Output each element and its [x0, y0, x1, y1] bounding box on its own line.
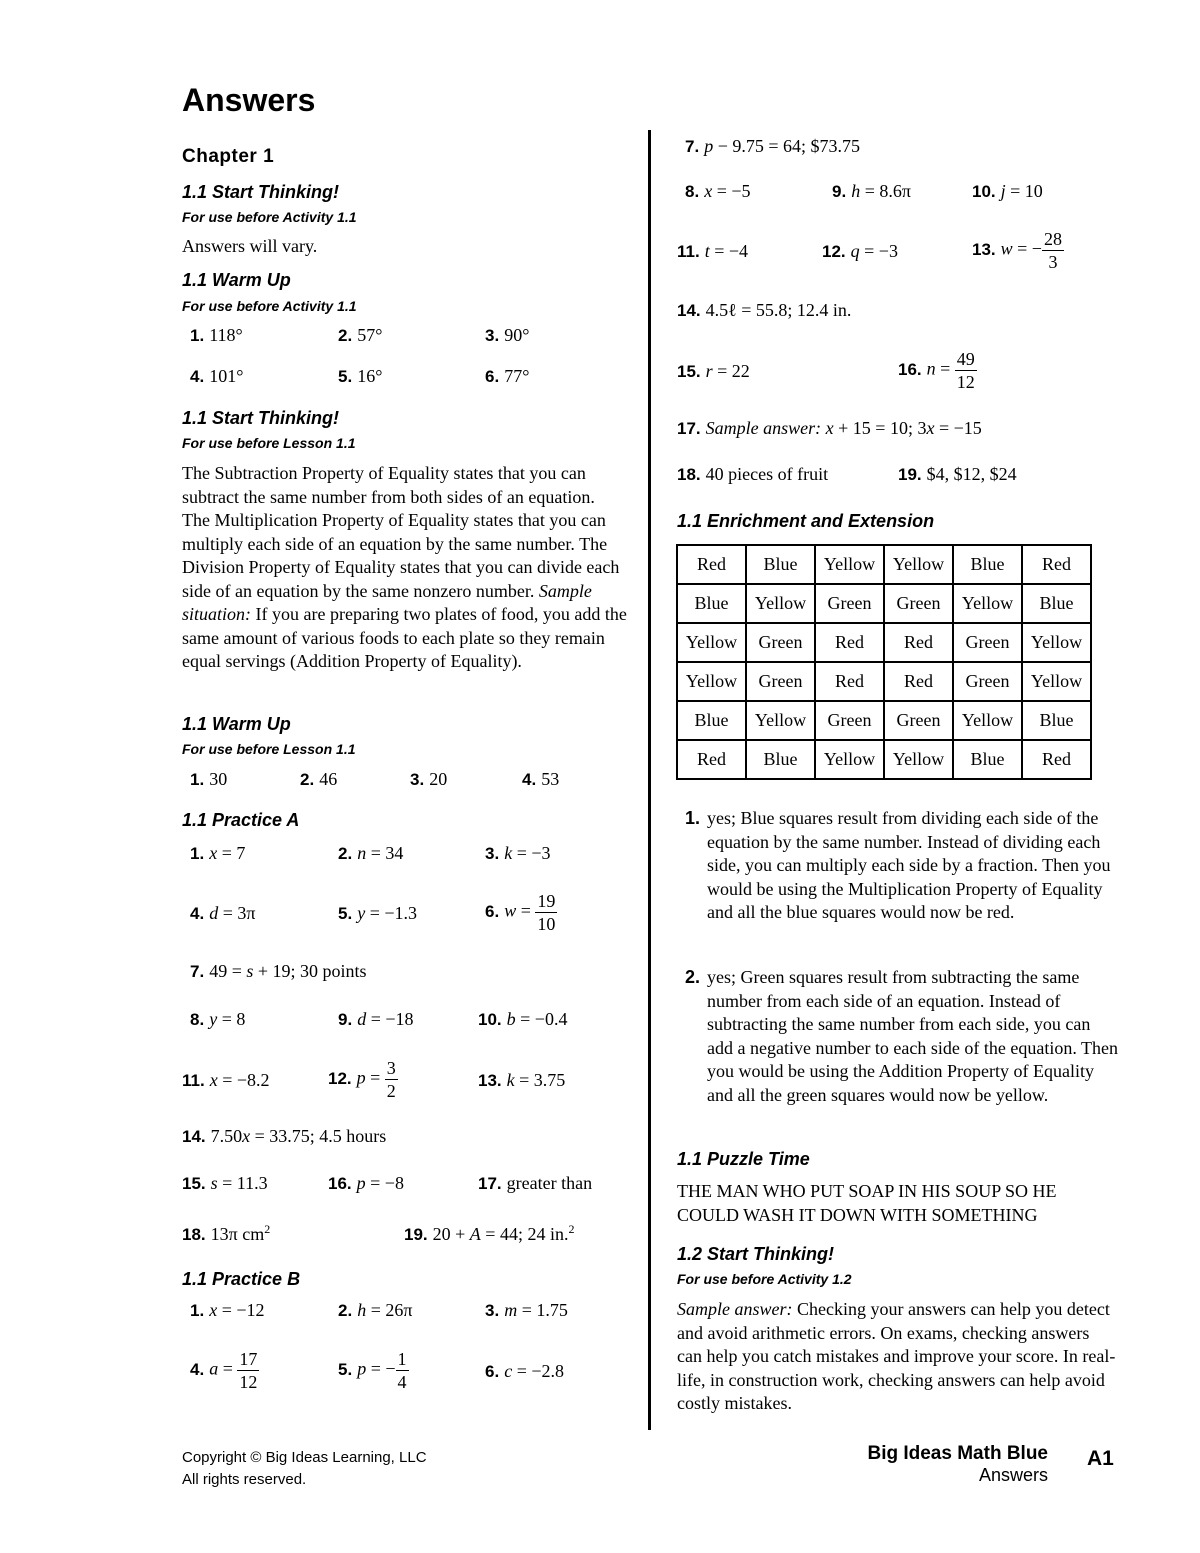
grid-cell: Blue: [1022, 701, 1091, 740]
footer-book: Big Ideas Math Blue Answers: [867, 1443, 1048, 1485]
answer-item: 5. p = − $\frac{1}{4}$: [338, 1349, 407, 1392]
answer-item: 4. 101°: [190, 366, 244, 386]
answer-item: 15. s = 11.3: [182, 1173, 268, 1193]
grid-cell: Red: [884, 623, 953, 662]
section-subtitle: For use before Activity 1.2: [677, 1271, 852, 1287]
answer-item: 9. h = 8.6π: [832, 181, 911, 201]
grid-cell: Blue: [1022, 584, 1091, 623]
grid-cell: Green: [746, 662, 815, 701]
grid-cell: Red: [1022, 740, 1091, 779]
grid-cell: Yellow: [1022, 662, 1091, 701]
answer-item: 1. 118°: [190, 325, 243, 345]
answer-item: 1. 30: [190, 769, 228, 789]
answer-item: 3. 90°: [485, 325, 530, 345]
answer-item: 19. $4, $12, $24: [898, 464, 1017, 484]
fraction: $\frac{19}{10}$: [537, 891, 556, 934]
answer-item: 18. 13π $cm^2$: [182, 1222, 271, 1244]
answer-item: 17. Sample answer: x + 15 = 10; 3x = −15: [677, 418, 982, 438]
answer-paragraph: Sample answer: Checking your answers can help you detect and avoid arithmetic errors. On exams, checking answers can help you catch mistakes and improve your score. In real-life, in construction work, checking answers can help avoid costly mistakes.: [677, 1299, 1116, 1413]
answer-item: 18. 40 pieces of fruit: [677, 464, 829, 484]
fraction: $\frac{49}{12}$: [956, 349, 975, 392]
grid-cell: Yellow: [815, 740, 884, 779]
section-title: 1.2 Start Thinking!: [677, 1244, 835, 1264]
answer-item: 1. x = 7: [190, 843, 246, 863]
fraction: $\frac{3}{2}$: [386, 1058, 396, 1101]
answer-item: 13. w = − $\frac{28}{3}$: [972, 229, 1062, 272]
section-title: 1.1 Warm Up: [182, 270, 291, 290]
section-title: 1.1 Enrichment and Extension: [677, 511, 935, 531]
grid-row: [677, 584, 1091, 623]
puzzle-answer: THE MAN WHO PUT SOAP IN HIS SOUP SO HE COULD WASH IT DOWN WITH SOMETHING: [677, 1181, 1057, 1225]
grid-cell: Yellow: [953, 584, 1022, 623]
section-title: 1.1 Warm Up: [182, 714, 291, 734]
grid-cell: Green: [953, 662, 1022, 701]
grid-cell: Yellow: [1022, 623, 1091, 662]
grid-cell: Green: [746, 623, 815, 662]
answer-item: 17. greater than: [478, 1173, 593, 1193]
answer-item: 8. y = 8: [190, 1009, 246, 1029]
grid-cell: Green: [815, 701, 884, 740]
answer-item: 7. 49 = s + 19; 30 points: [190, 961, 367, 981]
answer-item: 19. 20 + A = 44; 24 in.$^2$: [404, 1222, 575, 1244]
answer-text: Answers will vary.: [182, 236, 318, 256]
answer-item: 4. a = $\frac{17}{12}$: [190, 1349, 258, 1392]
grid-cell: Blue: [677, 584, 746, 623]
answer-item: 14. 4.5ℓ = 55.8; 12.4 in.: [677, 300, 852, 320]
page-title: Answers: [182, 82, 316, 118]
grid-cell: Blue: [677, 701, 746, 740]
section-title: 1.1 Practice A: [182, 810, 300, 830]
page-number: A1: [1087, 1447, 1114, 1470]
answer-item: 4. 53: [522, 769, 560, 789]
grid-row: [677, 545, 1091, 584]
fraction: $\frac{17}{12}$: [239, 1349, 258, 1392]
grid-cell: Yellow: [677, 623, 746, 662]
answer-item: 10. b = −0.4: [478, 1009, 568, 1029]
grid-cell: Yellow: [953, 701, 1022, 740]
column-divider: [648, 130, 651, 1430]
grid-cell: Yellow: [884, 545, 953, 584]
grid-cell: Green: [884, 584, 953, 623]
answer-item: 1. x = −12: [190, 1300, 265, 1320]
answer-item: 10. j = 10: [972, 181, 1043, 201]
answer-item: 2. h = 26π: [338, 1300, 413, 1320]
answer-item: 8. x = −5: [685, 181, 751, 201]
answer-item: 6. c = −2.8: [485, 1361, 564, 1381]
grid-cell: Blue: [953, 740, 1022, 779]
grid-cell: Red: [1022, 545, 1091, 584]
answer-paragraph: The Subtraction Property of Equality states that you can subtract the same number from both sides of an equation. The Multiplication Property of Equality states that you can multiply each side of an equation by the same number. The Division Property of Equality states that you can divide each side of an equation by the same nonzero number. Sample situation: If you are preparing two plates of food, you add the same amount of various foods to each plate so they remain equal servings (Addition Property of Equality).: [182, 463, 627, 671]
section-subtitle: For use before Activity 1.1: [182, 298, 357, 314]
grid-row: [677, 623, 1091, 662]
answer-item: 16. p = −8: [328, 1173, 404, 1193]
color-grid: [676, 544, 1092, 780]
grid-cell: Green: [815, 584, 884, 623]
section-title: 1.1 Practice B: [182, 1269, 301, 1289]
section-subtitle: For use before Activity 1.1: [182, 209, 357, 225]
answer-item: 15. r = 22: [677, 361, 750, 381]
grid-cell: Blue: [746, 545, 815, 584]
footer-copyright: Copyright © Big Ideas Learning, LLC All rights reserved.: [182, 1449, 427, 1488]
answer-item: 12. p = $\frac{3}{2}$: [328, 1058, 396, 1101]
grid-cell: Yellow: [746, 584, 815, 623]
answer-item: 3. k = −3: [485, 843, 551, 863]
list-item-number: 1.: [685, 808, 701, 828]
fraction: $\frac{1}{4}$: [397, 1349, 407, 1392]
answer-item: 3. 20: [410, 769, 448, 789]
grid-cell: Blue: [953, 545, 1022, 584]
section-subtitle: For use before Lesson 1.1: [182, 741, 356, 757]
answer-item: 6. 77°: [485, 366, 530, 386]
grid-cell: Blue: [746, 740, 815, 779]
section-subtitle: For use before Lesson 1.1: [182, 435, 356, 451]
answer-item: 6. w = $\frac{19}{10}$: [485, 891, 556, 934]
grid-cell: Yellow: [884, 740, 953, 779]
answer-item: 13. k = 3.75: [478, 1070, 566, 1090]
answer-item: 16. n = $\frac{49}{12}$: [898, 349, 975, 392]
grid-cell: Red: [884, 662, 953, 701]
answer-item: 11. x = −8.2: [182, 1070, 270, 1090]
answer-item: 2. 46: [300, 769, 338, 789]
section-title: 1.1 Start Thinking!: [182, 182, 340, 202]
answer-item: 12. q = −3: [822, 241, 898, 261]
grid-cell: Red: [815, 623, 884, 662]
grid-cell: Red: [677, 740, 746, 779]
list-item-number: 2.: [685, 967, 701, 987]
grid-row: [677, 701, 1091, 740]
grid-row: [677, 740, 1091, 779]
section-title: 1.1 Puzzle Time: [677, 1149, 810, 1169]
section-title: 1.1 Start Thinking!: [182, 408, 340, 428]
answer-item: 2. n = 34: [338, 843, 404, 863]
grid-row: [677, 662, 1091, 701]
answer-item: 3. m = 1.75: [485, 1300, 568, 1320]
grid-cell: Green: [884, 701, 953, 740]
grid-cell: Yellow: [746, 701, 815, 740]
answer-item: 11. t = −4: [677, 241, 749, 261]
list-item: yes; Blue squares result from dividing each side of the equation by the same number. Instead of dividing each side, you can multiply each side by a fraction. Then you would be using the Multiplication Property of Equality and all the blue squares would now be red.: [707, 808, 1111, 922]
grid-cell: Yellow: [677, 662, 746, 701]
list-item: yes; Green squares result from subtracting the same number from each side of an equation. Instead of subtracting the same number from each side, you can add a negative number to each side of the equation. Then you would be using the Addition Property of Equality and all the green squares would now be yellow.: [707, 967, 1119, 1105]
answer-item: 14. 7.50x = 33.75; 4.5 hours: [182, 1126, 387, 1146]
answer-item: 5. y = −1.3: [338, 903, 417, 923]
answer-item: 2. 57°: [338, 325, 383, 345]
fraction: $\frac{28}{3}$: [1043, 229, 1062, 272]
answer-item: 4. d = 3π: [190, 903, 256, 923]
answer-item: 9. d = −18: [338, 1009, 414, 1029]
answer-item: 7. p − 9.75 = 64; $73.75: [685, 136, 860, 156]
answer-item: 5. 16°: [338, 366, 383, 386]
grid-cell: Green: [953, 623, 1022, 662]
grid-cell: Red: [815, 662, 884, 701]
grid-cell: Red: [677, 545, 746, 584]
grid-cell: Yellow: [815, 545, 884, 584]
chapter-heading: Chapter 1: [182, 146, 275, 167]
